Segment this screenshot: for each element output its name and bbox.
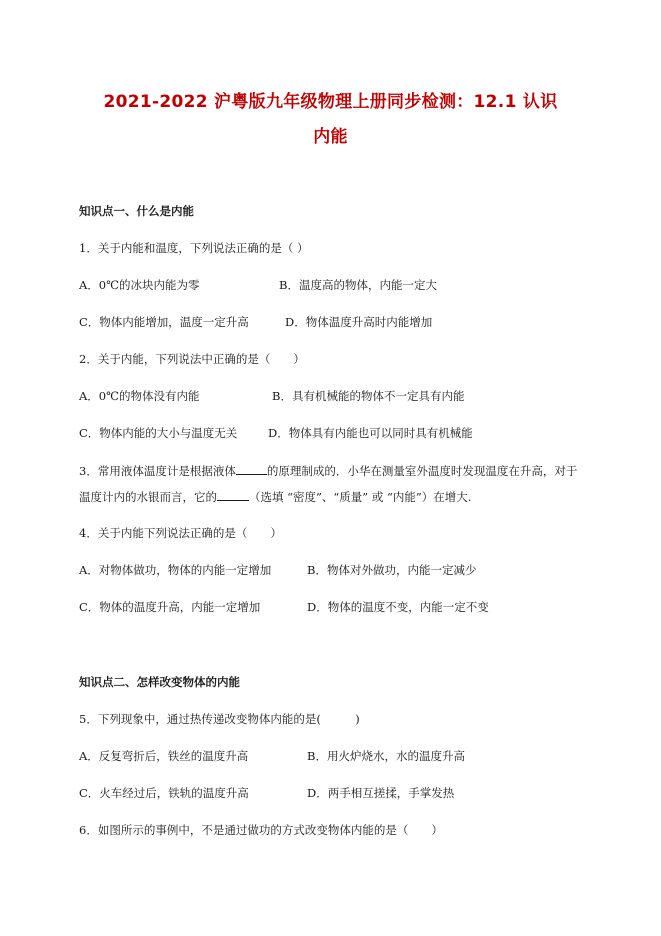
question-6-stem: 6．如图所示的事例中，不是通过做功的方式改变物体内能的是（ ） [79, 823, 443, 837]
question-4-option-a: A．对物体做功，物体的内能一定增加 [79, 563, 272, 577]
document-title-line-1: 2021-2022 沪粤版九年级物理上册同步检测：12.1 认识 [103, 92, 558, 112]
question-1-option-a: A．0℃的冰块内能为零 [79, 278, 200, 292]
question-3-text-2a: 温度计内的水银而言，它的 [79, 490, 217, 504]
question-4-stem: 4．关于内能下列说法正确的是（ ） [79, 526, 282, 540]
question-5-stem: 5．下列现象中，通过热传递改变物体内能的是( ) [79, 712, 360, 726]
question-3-line-1 [79, 462, 577, 479]
question-3-text-2b: （选填 “密度”、“质量” 或 “内能”）在增大. [249, 490, 472, 504]
question-5-option-d: D．两手相互搓揉，手掌发热 [307, 786, 455, 800]
question-4-option-b: B．物体对外做功，内能一定减少 [307, 563, 477, 577]
section-heading-1: 知识点一、什么是内能 [79, 204, 194, 218]
question-3-text-1b: 的原理制成的．小华在测量室外温度时发现温度在升高，对于 [266, 464, 578, 478]
question-3-blank-1[interactable] [236, 462, 267, 475]
question-1-stem: 1．关于内能和温度，下列说法正确的是（ ） [79, 241, 309, 255]
question-1-option-d: D．物体温度升高时内能增加 [285, 315, 433, 329]
document-title-line-2: 内能 [313, 127, 348, 147]
question-5-option-a: A．反复弯折后，铁丝的温度升高 [79, 749, 249, 763]
question-2-option-d: D．物体具有内能也可以同时具有机械能 [268, 426, 473, 440]
question-1-option-c: C．物体内能增加，温度一定升高 [79, 315, 249, 329]
question-2-option-c: C．物体内能的大小与温度无关 [79, 426, 238, 440]
question-4-option-c: C．物体的温度升高，内能一定增加 [79, 600, 261, 614]
question-3-line-2 [79, 488, 471, 505]
question-3-blank-2[interactable] [217, 488, 249, 501]
question-2-stem: 2．关于内能，下列说法中正确的是（ ） [79, 352, 305, 366]
question-5-option-c: C．火车经过后，铁轨的温度升高 [79, 786, 249, 800]
question-5-option-b: B．用火炉烧水，水的温度升高 [307, 749, 465, 763]
question-2-option-a: A．0℃的物体没有内能 [79, 389, 200, 403]
question-2-option-b: B．具有机械能的物体不一定具有内能 [272, 389, 465, 403]
question-1-option-b: B．温度高的物体，内能一定大 [279, 278, 437, 292]
section-heading-2: 知识点二、怎样改变物体的内能 [79, 675, 240, 689]
question-4-option-d: D．物体的温度不变，内能一定不变 [307, 600, 489, 614]
question-3-text-1a: 3．常用液体温度计是根据液体 [79, 464, 236, 478]
